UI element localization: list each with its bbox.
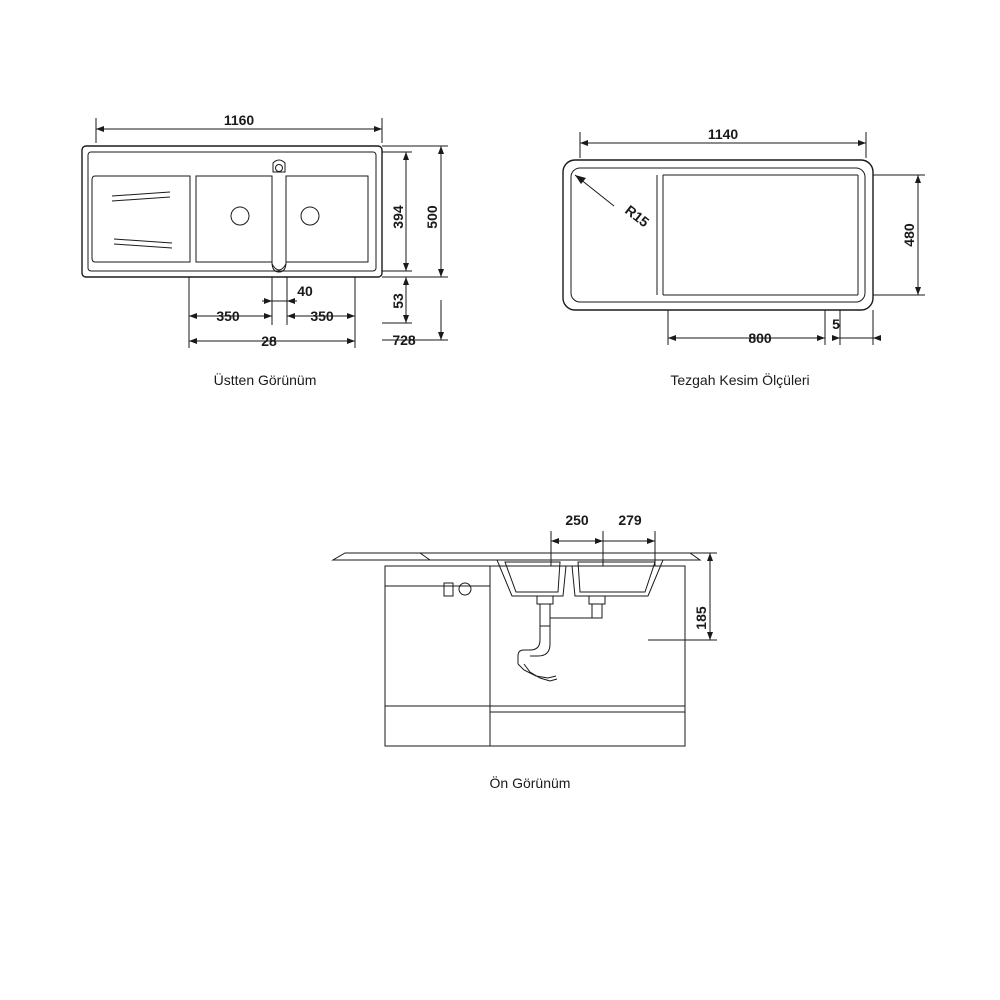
dim-label-350-right: 350 [310,308,334,324]
cutout-view-group [563,126,925,346]
dim-label-185: 185 [693,606,709,630]
top-view-group [82,112,448,349]
caption-top-view: Üstten Görünüm [213,372,317,388]
dim-arrow-394-bottom [403,263,409,271]
dim-arrow-185-top [707,553,713,561]
dim-label-480: 480 [901,223,917,247]
dim-arrow-28-left [264,298,272,304]
dim-arrow-800-left [668,335,676,341]
dim-label-1140: 1140 [707,126,739,142]
top-view-left-bowl-drain [231,207,249,225]
dim-label-394: 394 [390,205,406,229]
dim-arrow-1160-right [374,126,382,132]
dim-label-728: 28 [261,333,277,349]
top-view-tap-hole-center [276,165,283,172]
front-view-worktop [333,553,700,560]
dim-arrow-28-right [287,298,295,304]
dim-arrow-500-bottom [438,269,444,277]
top-view-drainer-board [92,176,190,262]
caption-cutout-view: Tezgah Kesim Ölçüleri [670,372,810,388]
dim-arrow-1140-right [858,140,866,146]
dim-label-500: 500 [424,205,440,229]
dim-arrow-350L-left [189,313,197,319]
top-view-right-bowl-drain [301,207,319,225]
top-view-right-bowl [286,176,368,262]
dim-label-350-left: 350 [216,308,240,324]
dim-label-28: 40 [297,283,313,299]
front-view-left-drain-flange [537,596,553,604]
dim-arrow-250-left [551,538,559,544]
dim-arrow-279-right [647,538,655,544]
dim-arrow-728-left [189,338,197,344]
dim-arrow-1160-left [96,126,104,132]
dim-arrow-728-right [347,338,355,344]
dim-label-r15: R15 [622,201,653,231]
dim-arrow-500-top [438,146,444,154]
dim-arrow-5-left [832,335,840,341]
dim-arrow-350R-right [347,313,355,319]
top-view-drainer-groove-2 [112,197,170,201]
dim-label-5: 5 [832,316,840,332]
dim-arrow-350R-left [287,313,295,319]
dim-arrow-480-top [915,175,921,183]
dim-arrow-53-bottom [403,315,409,323]
top-view-drainer-groove-1 [112,192,170,196]
dim-arrow-5-right [873,335,881,341]
front-view-right-drain-flange [589,596,605,604]
caption-front-view: Ön Görünüm [489,775,571,791]
dim-label-40: 728 [392,332,416,348]
front-view-left-drain-pipe [540,604,550,626]
dim-arrow-480-bottom [915,287,921,295]
dim-arrow-53-top [403,277,409,285]
dim-label-279: 279 [618,512,642,528]
dim-label-53: 53 [390,293,406,309]
top-view-left-bowl [196,176,272,262]
cutout-inner-outline [571,168,865,302]
top-view-drainer-groove-4 [114,244,172,248]
dim-arrow-40 [438,332,444,340]
dim-arrow-394-top [403,152,409,160]
dim-label-800: 800 [748,330,772,346]
top-view-bowl-divider [272,176,286,272]
top-view-drainer-groove-3 [114,239,172,243]
dim-arrow-1140-left [580,140,588,146]
cutout-outline [563,160,873,310]
dim-arrow-350L-right [264,313,272,319]
front-view-control-switch [444,583,453,596]
dim-label-250: 250 [565,512,589,528]
dim-label-1160: 1160 [223,112,255,128]
dim-arrow-250-right [595,538,603,544]
dim-arrow-185-bottom [707,632,713,640]
dim-arrow-800-right [817,335,825,341]
front-view-group [333,512,717,746]
top-view-tap-hole [273,160,285,172]
front-view-trap-pipe [518,626,540,664]
front-view-right-drain-pipe [592,604,602,618]
front-view-worktop-joint [420,553,430,560]
front-view-control-knob [459,583,471,595]
